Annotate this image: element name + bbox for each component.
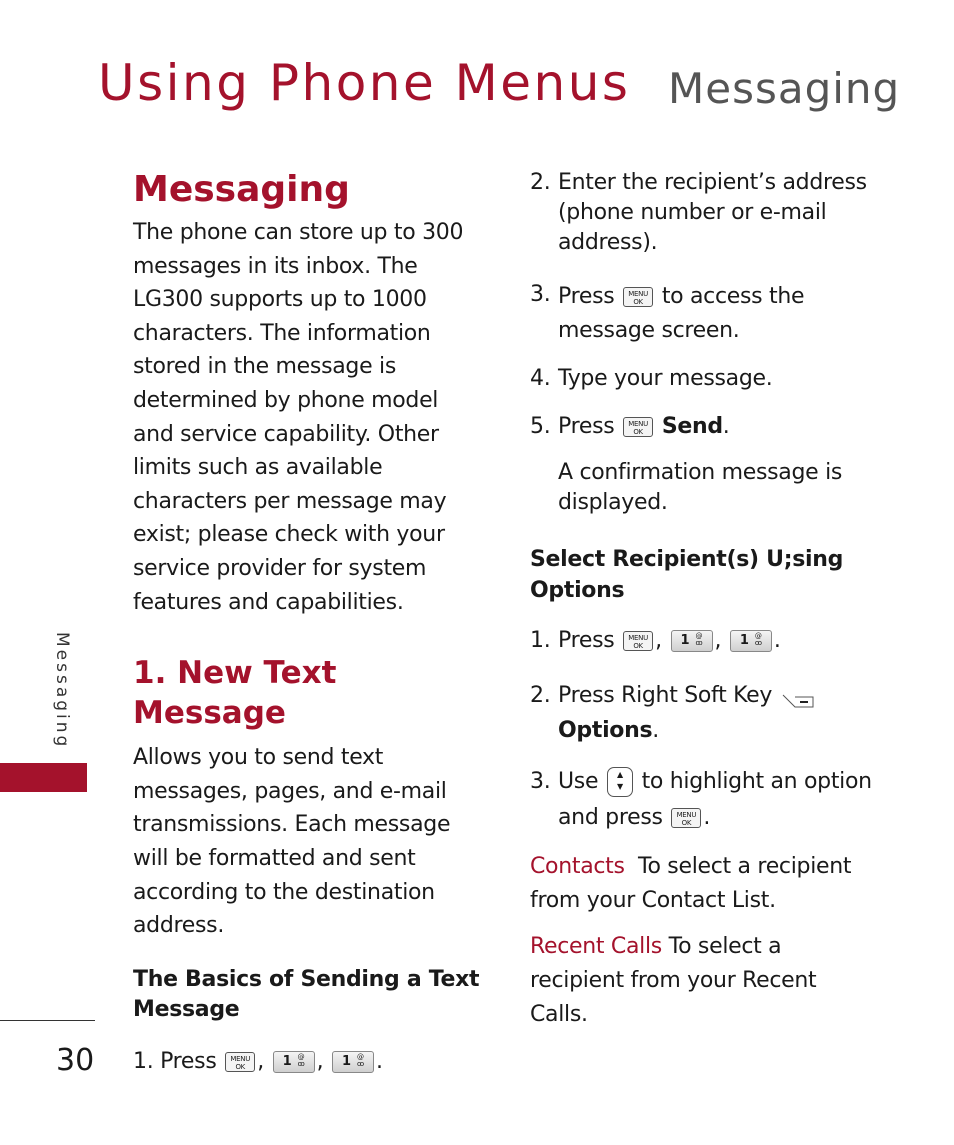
recent-calls-label: Recent Calls (530, 934, 662, 959)
step-number: 1. (133, 1048, 154, 1074)
basics-heading: The Basics of Sending a Text Message (133, 966, 480, 1022)
key-1-icon: 1 @ ꝏ (730, 630, 772, 652)
options-step-2: 2. Press Right Soft Key Options. (530, 678, 880, 748)
key-1-icon: 1 @ ꝏ (273, 1051, 315, 1073)
menu-ok-key-icon: MENU OK (225, 1052, 255, 1072)
step-5: 5. Press MENU OK Send. (530, 414, 730, 439)
intro-paragraph: The phone can store up to 300 messages in its inbox. The LG300 supports up to 1000 characters. The information stored in the message is determined by phone model and service capability. Other limits such as available characters per message may exist; please check with your service provider for system features and capabilities. (133, 220, 464, 615)
right-soft-key-icon (781, 687, 815, 705)
menu-ok-key-icon: MENU OK (671, 808, 701, 828)
confirmation-note: A confirmation message is displayed. (558, 460, 843, 515)
basics-step-1: 1. Press MENU OK , 1 @ ꝏ , 1 @ ꝏ . (133, 1048, 383, 1074)
section-title: Messaging (668, 64, 901, 113)
contacts-label: Contacts (530, 854, 625, 879)
chapter-title: Using Phone Menus (98, 54, 631, 112)
contacts-option: Contacts To select a recipient from your Contact List. (530, 854, 852, 913)
options-step-1: 1. Press MENU OK , 1 @ ꝏ , 1 @ ꝏ . (530, 628, 781, 653)
options-heading: Select Recipient(s) U;sing Options (530, 547, 844, 603)
step-2: 2. Enter the recipient’s address (phone number or e-mail address). (530, 168, 880, 258)
new-text-message-description: Allows you to send text messages, pages, and e-mail transmissions. Each message will be formatted and sent according to the destination address. (133, 745, 451, 939)
side-tab-label: Messaging (52, 632, 72, 750)
key-1-icon: 1 @ ꝏ (332, 1051, 374, 1073)
messaging-heading: Messaging (133, 169, 350, 210)
side-tab-marker (0, 763, 87, 792)
key-1-icon: 1 @ ꝏ (671, 630, 713, 652)
step-2-text: Enter the recipient’s address (phone number or e-mail address). (558, 170, 867, 255)
right-column (530, 168, 880, 1032)
step-4: 4. Type your message. (530, 366, 773, 391)
menu-ok-key-icon: MENU OK (623, 631, 653, 651)
recent-calls-option: Recent Calls To select a recipient from your Recent Calls. (530, 934, 817, 1027)
step-text: Press (160, 1048, 217, 1074)
menu-ok-key-icon: MENU OK (623, 287, 653, 307)
step-3: 3. Press MENU OK to access the message screen. (530, 282, 805, 343)
new-text-message-heading: 1. New Text Message (133, 655, 337, 732)
footer-divider (0, 1020, 95, 1021)
page-number: 30 (56, 1043, 95, 1078)
nav-key-icon: ▲ ▼ (607, 767, 633, 797)
options-step-3: 3. Use ▲ ▼ to highlight an option and press MENU OK . (530, 769, 872, 830)
left-column (133, 168, 483, 1077)
menu-ok-key-icon: MENU OK (623, 417, 653, 437)
